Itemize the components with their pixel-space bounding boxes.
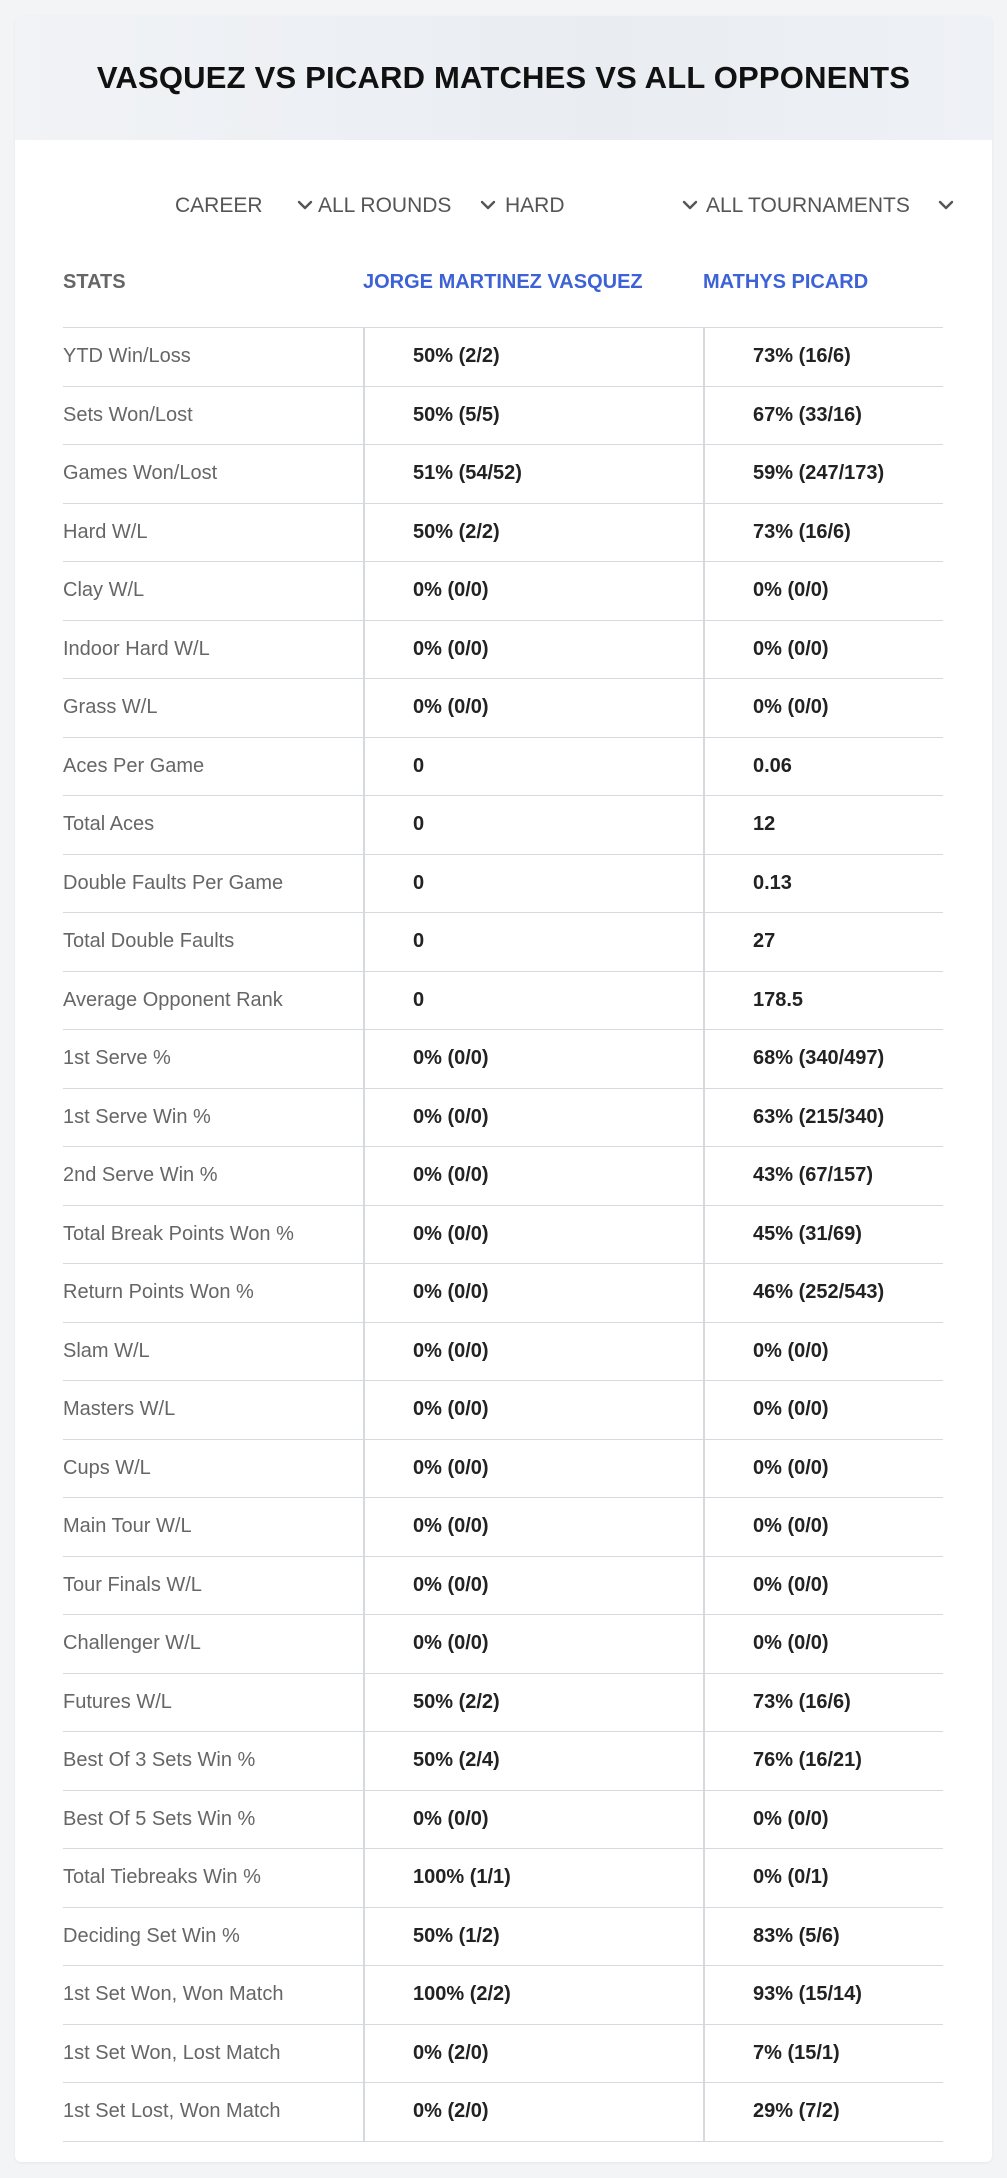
player2-value: 0% (0/0) (703, 1557, 943, 1615)
player2-value: 12 (703, 796, 943, 854)
table-row (63, 679, 943, 738)
player1-value: 0% (0/0) (363, 1498, 703, 1556)
table-row (63, 504, 943, 563)
player1-value: 50% (5/5) (363, 387, 703, 445)
row-label: Hard W/L (63, 520, 148, 543)
player2-value: 83% (5/6) (703, 1908, 943, 1966)
player2-value: 93% (15/14) (703, 1966, 943, 2024)
player1-value: 0% (0/0) (363, 1381, 703, 1439)
table-row (63, 1498, 943, 1557)
table-row (63, 1381, 943, 1440)
player2-value: 0% (0/0) (703, 1440, 943, 1498)
row-label: 1st Set Won, Lost Match (63, 2041, 281, 2064)
player1-value: 0% (0/0) (363, 1440, 703, 1498)
table-row (63, 1791, 943, 1850)
filter-bar (15, 186, 992, 226)
player1-value: 0 (363, 738, 703, 796)
filter-tournaments[interactable] (706, 186, 956, 226)
stats-table (63, 251, 943, 2142)
column-header-player2[interactable]: MATHYS PICARD (703, 271, 869, 293)
table-row (63, 796, 943, 855)
player2-value: 29% (7/2) (703, 2083, 943, 2141)
player1-value: 50% (2/2) (363, 328, 703, 386)
player1-value: 0% (0/0) (363, 1147, 703, 1205)
table-row (63, 1557, 943, 1616)
player2-value: 27 (703, 913, 943, 971)
player2-value: 68% (340/497) (703, 1030, 943, 1088)
row-label: Futures W/L (63, 1690, 172, 1713)
row-label: 2nd Serve Win % (63, 1164, 218, 1186)
player1-value: 50% (2/2) (363, 1674, 703, 1732)
row-label: Aces Per Game (63, 754, 205, 777)
player2-value: 73% (16/6) (703, 1674, 943, 1732)
filter-label: ALL ROUNDS (318, 194, 452, 217)
player1-value: 0% (0/0) (363, 1030, 703, 1088)
row-label: Main Tour W/L (63, 1515, 192, 1537)
player2-value: 67% (33/16) (703, 387, 943, 445)
row-label: Slam W/L (63, 1339, 150, 1362)
player2-value: 0% (0/0) (703, 562, 943, 620)
row-label: Total Tiebreaks Win % (63, 1866, 261, 1888)
player1-value: 0 (363, 855, 703, 913)
column-header-player1[interactable]: JORGE MARTINEZ VASQUEZ (363, 271, 643, 293)
page-header (15, 16, 992, 140)
player1-value: 100% (1/1) (363, 1849, 703, 1907)
player2-value: 0% (0/0) (703, 1791, 943, 1849)
row-label: Games Won/Lost (63, 462, 218, 484)
table-row (63, 562, 943, 621)
row-label: 1st Set Lost, Won Match (63, 2100, 281, 2122)
filter-label: HARD (505, 194, 565, 217)
filter-label: ALL TOURNAMENTS (706, 194, 910, 217)
player2-value: 178.5 (703, 972, 943, 1030)
table-row (63, 1674, 943, 1733)
player1-value: 0% (0/0) (363, 621, 703, 679)
player2-value: 0.06 (703, 738, 943, 796)
filter-career[interactable] (175, 186, 315, 226)
player1-value: 0% (0/0) (363, 679, 703, 737)
row-label: Cups W/L (63, 1456, 151, 1479)
row-label: YTD Win/Loss (63, 345, 191, 367)
player2-value: 0% (0/0) (703, 1381, 943, 1439)
row-label: Clay W/L (63, 579, 145, 601)
row-label: Deciding Set Win % (63, 1924, 240, 1947)
table-row (63, 1030, 943, 1089)
row-label: Best Of 5 Sets Win % (63, 1807, 256, 1830)
player2-value: 0.13 (703, 855, 943, 913)
row-label: Tour Finals W/L (63, 1573, 202, 1596)
filter-surface[interactable] (505, 186, 705, 226)
row-label: Total Double Faults (63, 930, 235, 952)
player1-value: 0% (0/0) (363, 1557, 703, 1615)
table-row (63, 328, 943, 387)
player1-value: 0 (363, 913, 703, 971)
column-header-stats: STATS (63, 271, 126, 293)
player2-value: 59% (247/173) (703, 445, 943, 503)
row-label: Indoor Hard W/L (63, 637, 210, 660)
player2-value: 43% (67/157) (703, 1147, 943, 1205)
row-label: Challenger W/L (63, 1632, 201, 1654)
player2-value: 73% (16/6) (703, 504, 943, 562)
player2-value: 0% (0/0) (703, 1498, 943, 1556)
player2-value: 7% (15/1) (703, 2025, 943, 2083)
player1-value: 0% (2/0) (363, 2025, 703, 2083)
player2-value: 63% (215/340) (703, 1089, 943, 1147)
row-label: Double Faults Per Game (63, 871, 284, 894)
table-row (63, 1264, 943, 1323)
player1-value: 100% (2/2) (363, 1966, 703, 2024)
row-label: 1st Set Won, Won Match (63, 1983, 284, 2005)
table-row (63, 1440, 943, 1499)
chevron-down-icon (478, 195, 498, 215)
row-label: Average Opponent Rank (63, 988, 283, 1011)
row-label: Sets Won/Lost (63, 403, 193, 426)
row-label: Return Points Won % (63, 1281, 254, 1303)
player1-value: 0 (363, 972, 703, 1030)
player2-value: 73% (16/6) (703, 328, 943, 386)
filter-rounds[interactable] (318, 186, 498, 226)
table-row (63, 1908, 943, 1967)
player1-value: 0% (0/0) (363, 1615, 703, 1673)
table-row (63, 1966, 943, 2025)
table-row (63, 1323, 943, 1382)
table-row (63, 387, 943, 446)
player1-value: 50% (2/2) (363, 504, 703, 562)
player1-value: 0% (0/0) (363, 562, 703, 620)
table-row (63, 855, 943, 914)
player2-value: 0% (0/1) (703, 1849, 943, 1907)
player1-value: 0% (0/0) (363, 1264, 703, 1322)
table-row (63, 972, 943, 1031)
table-row (63, 445, 943, 504)
row-label: 1st Serve % (63, 1047, 171, 1069)
player2-value: 76% (16/21) (703, 1732, 943, 1790)
player1-value: 0% (0/0) (363, 1089, 703, 1147)
player1-value: 51% (54/52) (363, 445, 703, 503)
table-row (63, 913, 943, 972)
row-label: Best Of 3 Sets Win % (63, 1749, 256, 1771)
player2-value: 46% (252/543) (703, 1264, 943, 1322)
table-row (63, 2025, 943, 2084)
stats-card (15, 16, 992, 2162)
row-label: 1st Serve Win % (63, 1105, 211, 1128)
table-row (63, 2083, 943, 2142)
table-header (63, 251, 943, 328)
table-row (63, 1615, 943, 1674)
table-row (63, 1732, 943, 1791)
table-body (63, 328, 943, 2142)
player2-value: 0% (0/0) (703, 621, 943, 679)
player1-value: 0 (363, 796, 703, 854)
filter-label: CAREER (175, 194, 263, 217)
player1-value: 0% (0/0) (363, 1323, 703, 1381)
player1-value: 0% (2/0) (363, 2083, 703, 2141)
row-label: Masters W/L (63, 1398, 176, 1420)
page-title: VASQUEZ VS PICARD MATCHES VS ALL OPPONENTS (96, 60, 911, 95)
table-row (63, 1206, 943, 1265)
row-label: Total Aces (63, 813, 155, 835)
chevron-down-icon (680, 195, 700, 215)
table-row (63, 1849, 943, 1908)
player2-value: 0% (0/0) (703, 1323, 943, 1381)
table-row (63, 1089, 943, 1148)
player1-value: 50% (1/2) (363, 1908, 703, 1966)
row-label: Total Break Points Won % (63, 1222, 294, 1245)
chevron-down-icon (936, 195, 956, 215)
table-row (63, 621, 943, 680)
player1-value: 50% (2/4) (363, 1732, 703, 1790)
player2-value: 0% (0/0) (703, 679, 943, 737)
chevron-down-icon (295, 195, 315, 215)
row-label: Grass W/L (63, 696, 158, 718)
player2-value: 0% (0/0) (703, 1615, 943, 1673)
player1-value: 0% (0/0) (363, 1791, 703, 1849)
table-row (63, 738, 943, 797)
table-row (63, 1147, 943, 1206)
player2-value: 45% (31/69) (703, 1206, 943, 1264)
player1-value: 0% (0/0) (363, 1206, 703, 1264)
